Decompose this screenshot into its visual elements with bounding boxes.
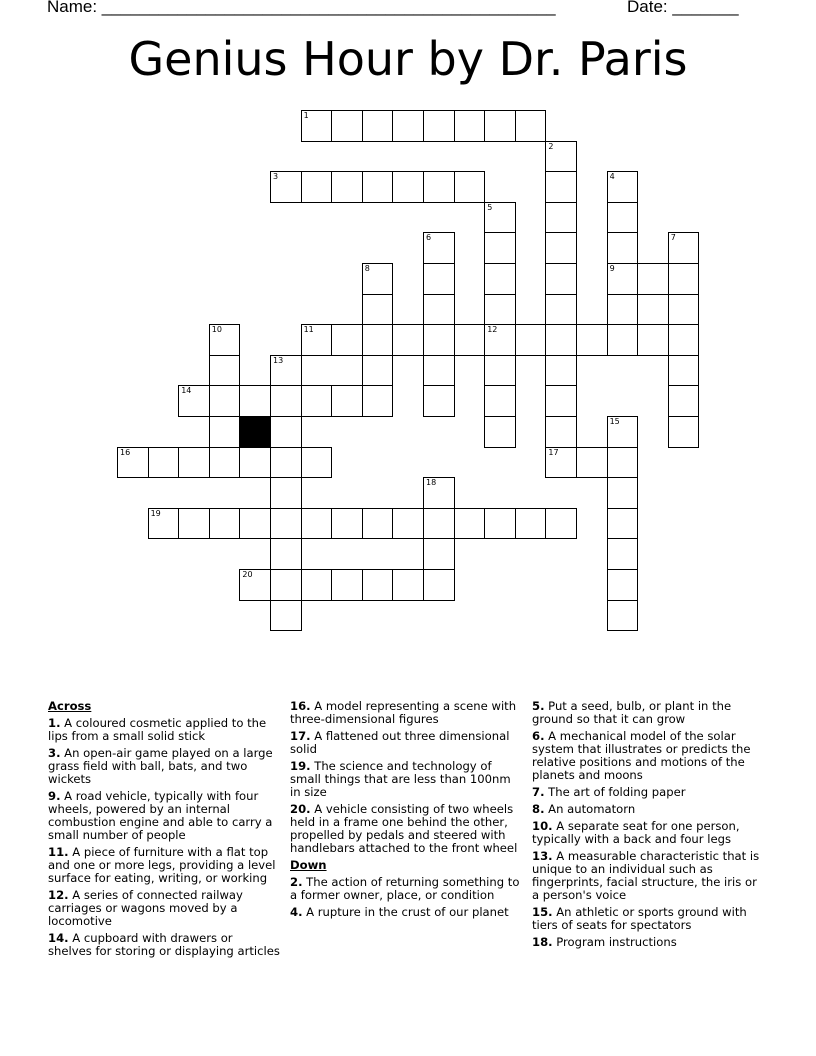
clue-down-6: 6. A mechanical model of the solar system that illustrates or predicts the relative positions and motions of the planets and moons [532, 729, 751, 782]
grid-cell[interactable] [515, 324, 547, 356]
clue-across-3: 3. An open-air game played on a large grass field with ball, bats, and two wickets [48, 746, 273, 786]
clue-number: 16 [120, 447, 131, 457]
grid-cell[interactable] [362, 569, 394, 601]
clue-number: 8 [364, 264, 370, 273]
grid-cell[interactable] [515, 508, 547, 540]
grid-cell[interactable] [423, 294, 455, 326]
grid-cell[interactable] [484, 232, 516, 264]
grid-cell[interactable] [301, 324, 333, 356]
grid-cell[interactable] [668, 294, 700, 326]
grid-cell[interactable] [545, 202, 577, 234]
grid-cell[interactable] [484, 416, 516, 448]
grid-cell[interactable] [331, 569, 363, 601]
grid-cell[interactable] [607, 324, 639, 356]
clue-column-1 [48, 700, 280, 962]
grid-cell[interactable] [270, 416, 302, 448]
grid-cell[interactable] [209, 508, 241, 540]
grid-cell[interactable] [209, 355, 241, 387]
grid-cell[interactable] [392, 569, 424, 601]
grid-cell[interactable] [607, 538, 639, 570]
grid-cell[interactable] [423, 324, 455, 356]
grid-cell[interactable] [607, 600, 639, 632]
clue-down-13: 13. A measurable characteristic that is unique to an individual such as fingerprints, facial structure, the iris or a person's voice [532, 849, 760, 902]
grid-cell[interactable] [545, 447, 577, 479]
grid-cell[interactable] [148, 508, 180, 540]
clue-across-9: 9. A road vehicle, typically with four wheels, powered by an internal combustion engine and able to carry a small number of people [48, 789, 273, 842]
grid-cell[interactable] [423, 385, 455, 417]
grid-cell[interactable] [270, 171, 302, 203]
grid-cell[interactable] [209, 416, 241, 448]
grid-cell[interactable] [637, 324, 669, 356]
grid-cell[interactable] [545, 294, 577, 326]
grid-cell[interactable] [362, 324, 394, 356]
grid-cell[interactable] [545, 232, 577, 264]
grid-cell[interactable] [301, 171, 333, 203]
clue-number: 1 [303, 111, 309, 120]
grid-cell[interactable] [607, 416, 639, 448]
grid-cell[interactable] [607, 569, 639, 601]
grid-cell[interactable] [576, 447, 608, 479]
grid-cell[interactable] [607, 232, 639, 264]
grid-cell[interactable] [607, 294, 639, 326]
grid-cell-blocked [239, 416, 271, 448]
grid-cell[interactable] [423, 508, 455, 540]
clue-across-16: 16. A model representing a scene with three-dimensional figures [290, 699, 517, 726]
grid-cell[interactable] [484, 294, 516, 326]
clue-down-18: 18. Program instructions [532, 935, 677, 949]
clue-across-12: 12. A series of connected railway carriages or wagons moved by a locomotive [48, 888, 243, 928]
clue-across-19: 19. The science and technology of small things that are less than 100nm in size [290, 759, 511, 799]
clue-down-4: 4. A rupture in the crust of our planet [290, 905, 509, 919]
name-field-label: Name: ________________________________________________ [47, 0, 556, 16]
grid-cell[interactable] [637, 263, 669, 295]
clue-number: 11 [303, 325, 314, 335]
grid-cell[interactable] [239, 447, 271, 479]
grid-cell[interactable] [454, 171, 486, 203]
grid-cell[interactable] [117, 447, 149, 479]
clue-number: 20 [242, 570, 253, 579]
grid-cell[interactable] [301, 508, 333, 540]
grid-cell[interactable] [668, 416, 700, 448]
clue-number: 14 [181, 386, 192, 396]
grid-cell[interactable] [270, 538, 302, 570]
grid-cell[interactable] [270, 600, 302, 632]
grid-cell[interactable] [270, 477, 302, 509]
clue-number: 17 [548, 447, 559, 457]
grid-cell[interactable] [331, 324, 363, 356]
grid-cell[interactable] [239, 385, 271, 417]
clue-number: 15 [609, 417, 620, 426]
grid-cell[interactable] [668, 355, 700, 387]
grid-cell[interactable] [454, 110, 486, 142]
grid-cell[interactable] [331, 110, 363, 142]
grid-cell[interactable] [423, 477, 455, 509]
grid-cell[interactable] [423, 171, 455, 203]
clue-number: 13 [273, 355, 284, 365]
grid-cell[interactable] [545, 355, 577, 387]
grid-cell[interactable] [423, 569, 455, 601]
grid-cell[interactable] [178, 508, 210, 540]
clue-across-14: 14. A cupboard with drawers or shelves for storing or displaying articles [48, 931, 280, 958]
grid-cell[interactable] [331, 171, 363, 203]
grid-cell[interactable] [607, 447, 639, 479]
clue-number: 2 [548, 141, 554, 151]
clue-down-10: 10. A separate seat for one person, typically with a back and four legs [532, 819, 740, 846]
grid-cell[interactable] [239, 508, 271, 540]
grid-cell[interactable] [607, 508, 639, 540]
grid-cell[interactable] [331, 508, 363, 540]
grid-cell[interactable] [362, 294, 394, 326]
grid-cell[interactable] [423, 538, 455, 570]
grid-cell[interactable] [362, 385, 394, 417]
grid-cell[interactable] [545, 141, 577, 173]
grid-cell[interactable] [454, 508, 486, 540]
grid-cell[interactable] [423, 263, 455, 295]
grid-cell[interactable] [270, 447, 302, 479]
clue-across-20: 20. A vehicle consisting of two wheels held in a frame one behind the other, propelled by pedals and steered with handlebars attached to the front wheel [290, 802, 518, 855]
grid-cell[interactable] [301, 110, 333, 142]
date-field-label: Date: _______ [627, 0, 739, 16]
grid-cell[interactable] [484, 385, 516, 417]
clue-across-11: 11. A piece of furniture with a flat top and one or more legs, providing a level surface for eating, writing, or working [48, 845, 276, 885]
grid-cell[interactable] [362, 110, 394, 142]
grid-cell[interactable] [423, 110, 455, 142]
clue-across-17: 17. A flattened out three dimensional solid [290, 729, 510, 756]
grid-cell[interactable] [668, 232, 700, 264]
grid-cell[interactable] [362, 508, 394, 540]
clue-number: 10 [211, 325, 222, 335]
grid-cell[interactable] [392, 110, 424, 142]
clue-number: 3 [273, 172, 279, 182]
grid-cell[interactable] [545, 416, 577, 448]
grid-cell[interactable] [545, 508, 577, 540]
grid-cell[interactable] [668, 263, 700, 295]
clue-number: 12 [487, 325, 498, 335]
clue-down-8: 8. An automatorn [532, 802, 636, 816]
grid-cell[interactable] [484, 110, 516, 142]
page-title: Genius Hour by Dr. Paris [128, 32, 688, 86]
clue-number: 7 [670, 233, 676, 243]
clue-number: 6 [426, 233, 432, 243]
grid-cell[interactable] [484, 263, 516, 295]
grid-cell[interactable] [668, 324, 700, 356]
grid-cell[interactable] [423, 355, 455, 387]
clue-down-5: 5. Put a seed, bulb, or plant in the ground so that it can grow [532, 699, 732, 726]
clue-number: 9 [609, 264, 615, 273]
grid-cell[interactable] [392, 324, 424, 356]
down-heading: Down [290, 858, 327, 872]
grid-cell[interactable] [362, 355, 394, 387]
grid-cell[interactable] [301, 569, 333, 601]
grid-cell[interactable] [607, 202, 639, 234]
grid-cell[interactable] [178, 385, 210, 417]
clue-down-7: 7. The art of folding paper [532, 785, 686, 799]
clue-number: 5 [487, 202, 493, 212]
grid-cell[interactable] [668, 385, 700, 417]
grid-cell[interactable] [209, 324, 241, 356]
grid-cell[interactable] [607, 477, 639, 509]
grid-cell[interactable] [301, 447, 333, 479]
grid-cell[interactable] [392, 171, 424, 203]
grid-cell[interactable] [607, 171, 639, 203]
clue-down-15: 15. An athletic or sports ground with tiers of seats for spectators [532, 905, 747, 932]
clue-column-2 [290, 700, 522, 923]
grid-cell[interactable] [270, 508, 302, 540]
clue-column-3 [532, 700, 767, 953]
grid-cell[interactable] [270, 355, 302, 387]
grid-cell[interactable] [607, 263, 639, 295]
grid-cell[interactable] [423, 232, 455, 264]
grid-cell[interactable] [545, 263, 577, 295]
grid-cell[interactable] [270, 569, 302, 601]
grid-cell[interactable] [515, 110, 547, 142]
grid-cell[interactable] [576, 324, 608, 356]
grid-cell[interactable] [178, 447, 210, 479]
grid-cell[interactable] [545, 324, 577, 356]
grid-cell[interactable] [148, 447, 180, 479]
grid-cell[interactable] [484, 508, 516, 540]
clue-across-1: 1. A coloured cosmetic applied to the lips from a small solid stick [48, 716, 267, 743]
clue-number: 4 [609, 172, 615, 182]
clue-number: 18 [426, 478, 437, 488]
grid-cell[interactable] [484, 355, 516, 387]
grid-cell[interactable] [362, 263, 394, 295]
grid-cell[interactable] [301, 385, 333, 417]
grid-cell[interactable] [362, 171, 394, 203]
grid-cell[interactable] [545, 385, 577, 417]
grid-cell[interactable] [209, 447, 241, 479]
grid-cell[interactable] [454, 324, 486, 356]
grid-cell[interactable] [545, 171, 577, 203]
clue-number: 19 [150, 508, 161, 518]
grid-cell[interactable] [484, 324, 516, 356]
clue-down-2: 2. The action of returning something to a former owner, place, or condition [290, 875, 520, 902]
grid-cell[interactable] [331, 385, 363, 417]
grid-cell[interactable] [484, 202, 516, 234]
grid-cell[interactable] [392, 508, 424, 540]
grid-cell[interactable] [209, 385, 241, 417]
grid-cell[interactable] [270, 385, 302, 417]
grid-cell[interactable] [239, 569, 271, 601]
across-heading: Across [48, 699, 92, 713]
